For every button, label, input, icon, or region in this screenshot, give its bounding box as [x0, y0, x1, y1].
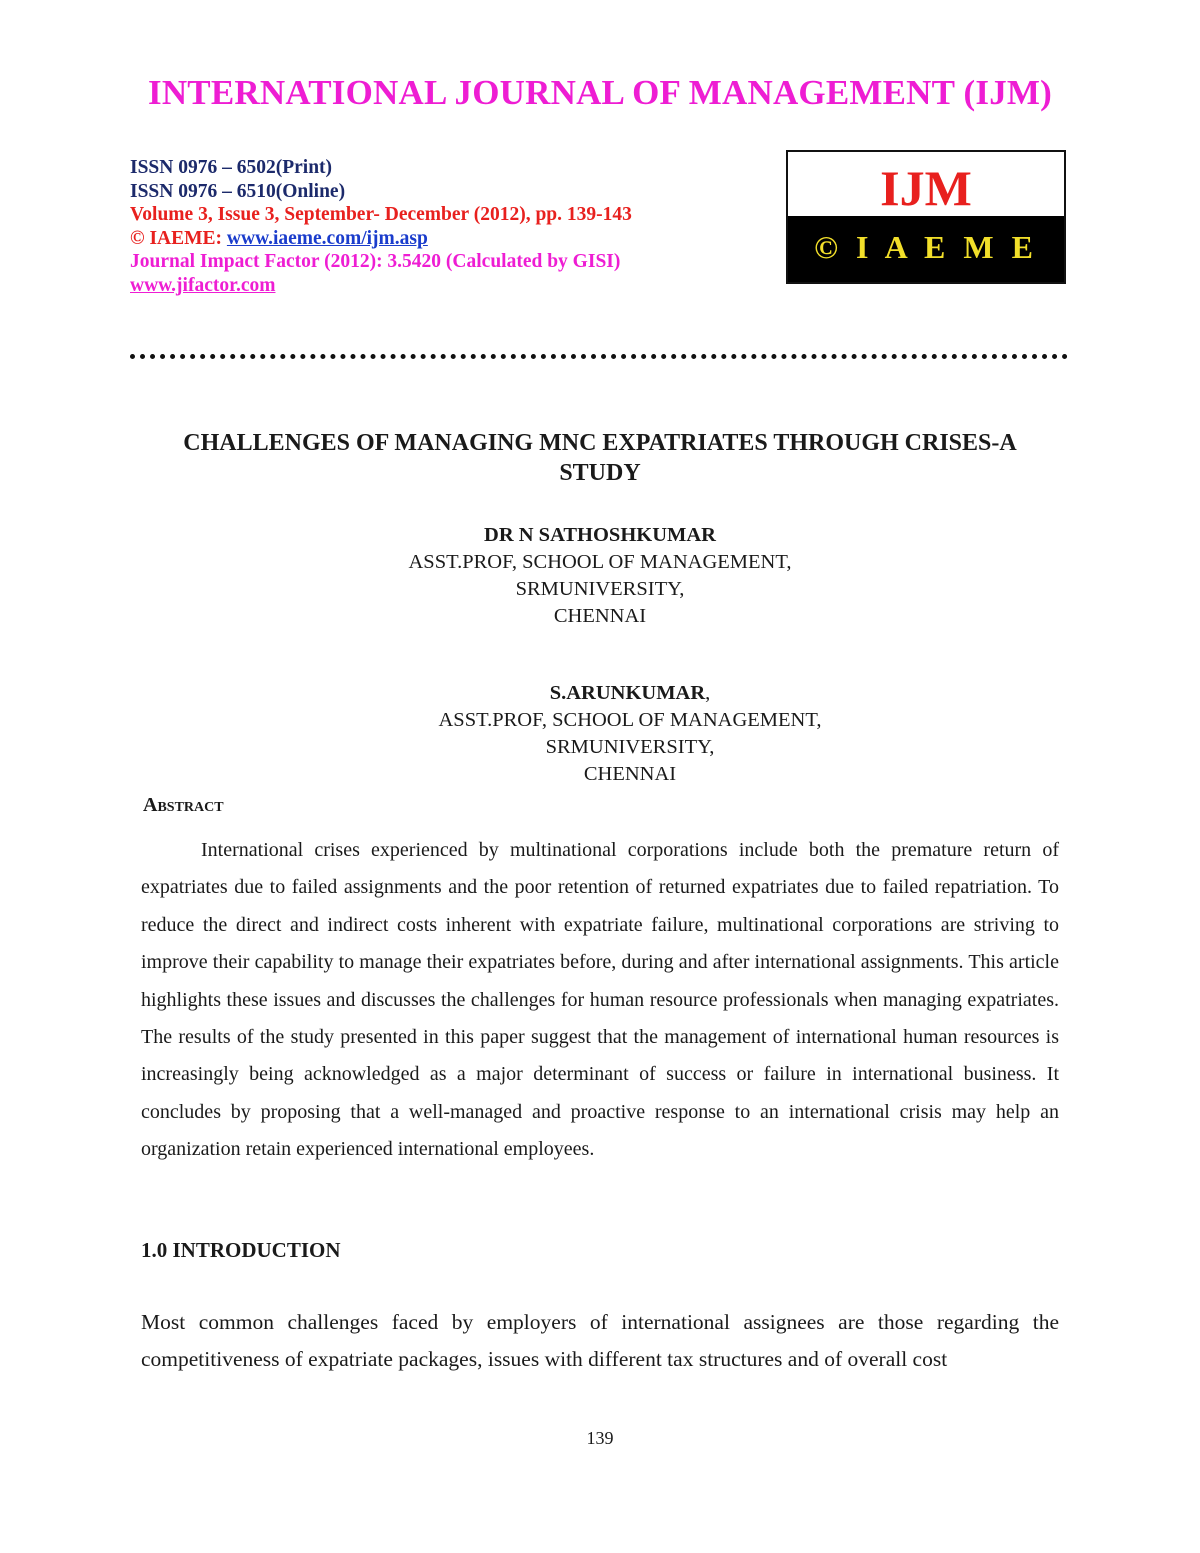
- author-city: CHENNAI: [553, 605, 647, 627]
- author-position: ASST.PROF, SCHOOL OF MANAGEMENT,: [438, 709, 822, 731]
- abstract-heading: Abstract: [143, 794, 224, 816]
- issn-print: ISSN 0976 – 6502(Print): [130, 157, 333, 178]
- jifactor-link[interactable]: www.jifactor.com: [130, 274, 276, 296]
- author-name: S.ARUNKUMAR,: [549, 682, 711, 704]
- page-number: 139: [586, 1428, 614, 1448]
- abstract-text: International crises experienced by multinational corporations include both the premature return of expatriates due to failed assignments and the poor retention of returned expatriates due to failed repatriation. To reduce the direct and indirect costs inherent with expatriate failure, multinational corporations are striving to improve their capability to manage their expatriates before, during and after international assignments. This article highlights these issues and discusses the challenges for human resource professionals when managing expatriates. The results of the study presented in this paper suggest that the management of international human resources is increasingly being acknowledged as a major determinant of success or failure in international business. It concludes by proposing that a well-managed and proactive response to an international crisis may help an organization retain experienced international employees.: [141, 839, 1059, 1161]
- author-university: SRMUNIVERSITY,: [515, 578, 685, 600]
- journal-title: INTERNATIONAL JOURNAL OF MANAGEMENT (IJM): [148, 73, 1052, 112]
- ijm-logo: [786, 150, 1066, 284]
- volume-line: Volume 3, Issue 3, September- December (2012), pp. 139-143: [130, 204, 632, 225]
- introduction-heading: 1.0 INTRODUCTION: [141, 1238, 341, 1262]
- author-position: ASST.PROF, SCHOOL OF MANAGEMENT,: [408, 551, 792, 573]
- author-name: DR N SATHOSHKUMAR: [484, 524, 716, 546]
- logo-ijm-text: IJM: [880, 160, 972, 216]
- author-block-2: [330, 680, 930, 788]
- paper-title: CHALLENGES OF MANAGING MNC EXPATRIATES THROUGH CRISES-A STUDY: [183, 430, 1017, 486]
- header-divider: [130, 354, 1068, 359]
- copyright-line: [130, 227, 632, 251]
- introduction-text: Most common challenges faced by employers of international assignees are those regarding the competitiveness of expatriate packages, issues with different tax structures and of overall cost: [141, 1310, 1059, 1371]
- issn-online: ISSN 0976 – 6510(Online): [130, 180, 346, 202]
- author-city: CHENNAI: [583, 763, 677, 785]
- logo-iaeme-text: © I A E M E: [788, 216, 1064, 282]
- copyright-prefix: © IAEME:: [130, 227, 227, 249]
- iaeme-website-link[interactable]: www.iaeme.com/ijm.asp: [226, 227, 428, 249]
- author-university: SRMUNIVERSITY,: [545, 736, 715, 758]
- journal-info: [130, 156, 632, 297]
- impact-factor: Journal Impact Factor (2012): 3.5420 (Calculated by GISI): [130, 251, 621, 272]
- author-block-1: [300, 522, 900, 630]
